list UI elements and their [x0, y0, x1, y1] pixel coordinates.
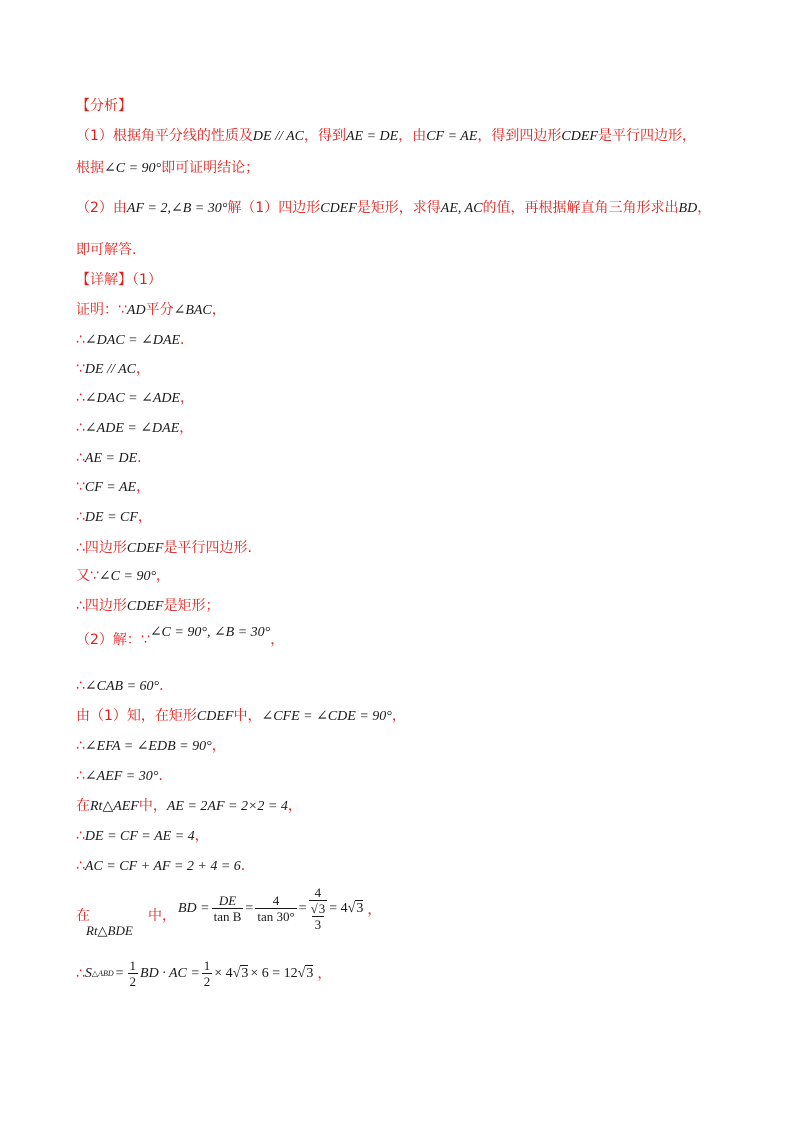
detail-header: 【详解】（1） [76, 272, 162, 288]
detail-line-13: ∴∠CAB = 60°. [76, 678, 164, 694]
sqrt-icon: √3 [347, 900, 364, 916]
sqrt-icon: √3 [297, 965, 314, 981]
analysis-p2: （2）由AF = 2,∠B = 30°解（1）四边形CDEF是矩形，求得AE, AC的值，再根据解直角三角形求出BD， [76, 200, 712, 216]
detail-line-7: ∵CF = AE， [76, 479, 151, 495]
sqrt-icon: √3 [232, 965, 249, 981]
detail-line-4: ∴∠DAC = ∠ADE， [76, 390, 195, 406]
detail-line-18: ∴DE = CF = AE = 4， [76, 828, 209, 844]
analysis-p1: （1）根据角平分线的性质及DE // AC，得到AE = DE，由CF = AE，得到四边形CDEF是平行四边形， [76, 128, 696, 144]
detail-line-11: ∴四边形CDEF是矩形； [76, 598, 220, 614]
analysis-p2b: 即可解答. [76, 242, 137, 258]
detail-line-8: ∴DE = CF， [76, 509, 152, 525]
detail-line-19: ∴AC = CF + AF = 2 + 4 = 6. [76, 858, 246, 874]
analysis-p1b: 根据∠C = 90°即可证明结论； [76, 160, 260, 176]
l20-formula: BD = $\frac{DE}{\text{tan B}}$ = $\frac{4}{\tan 30^\circ}$ = 4 √3 3 = 4 √3 ， [178, 885, 382, 932]
l20-zai: 在 [76, 908, 90, 924]
detail-line-21: ∴ S △ABD = $\frac{1}{2}$ BD · AC = $\frac{1}{2}$ × 4 √3 × 6 = 12 √3 ， [76, 958, 332, 989]
analysis-header: 【分析】 [76, 98, 132, 114]
detail-line-10: 又∵∠C = 90°， [76, 568, 171, 584]
sqrt-icon: √3 [310, 901, 326, 916]
detail-line-3: ∵DE // AC， [76, 361, 150, 377]
detail-line-2: ∴∠DAC = ∠DAE. [76, 332, 185, 348]
detail-line-1: 证明：∵AD平分∠BAC， [76, 302, 226, 318]
detail-line-12: （2）解：∵∠C = 90°, ∠B = 30°， [76, 625, 285, 648]
detail-line-6: ∴AE = DE. [76, 450, 142, 466]
detail-line-16: ∴∠AEF = 30°. [76, 768, 163, 784]
detail-line-20 [76, 885, 436, 945]
detail-line-14: 由（1）知，在矩形CDEF中，∠CFE = ∠CDE = 90°， [76, 708, 406, 724]
detail-line-17: 在Rt△AEF中，AE = 2AF = 2×2 = 4， [76, 798, 302, 814]
l20-zhong: 中， [148, 908, 176, 924]
detail-line-5: ∴∠ADE = ∠DAE， [76, 420, 194, 436]
detail-line-15: ∴∠EFA = ∠EDB = 90°， [76, 738, 226, 754]
l20-triangle: Rt△BDE [86, 923, 133, 938]
detail-line-9: ∴四边形CDEF是平行四边形. [76, 540, 252, 556]
